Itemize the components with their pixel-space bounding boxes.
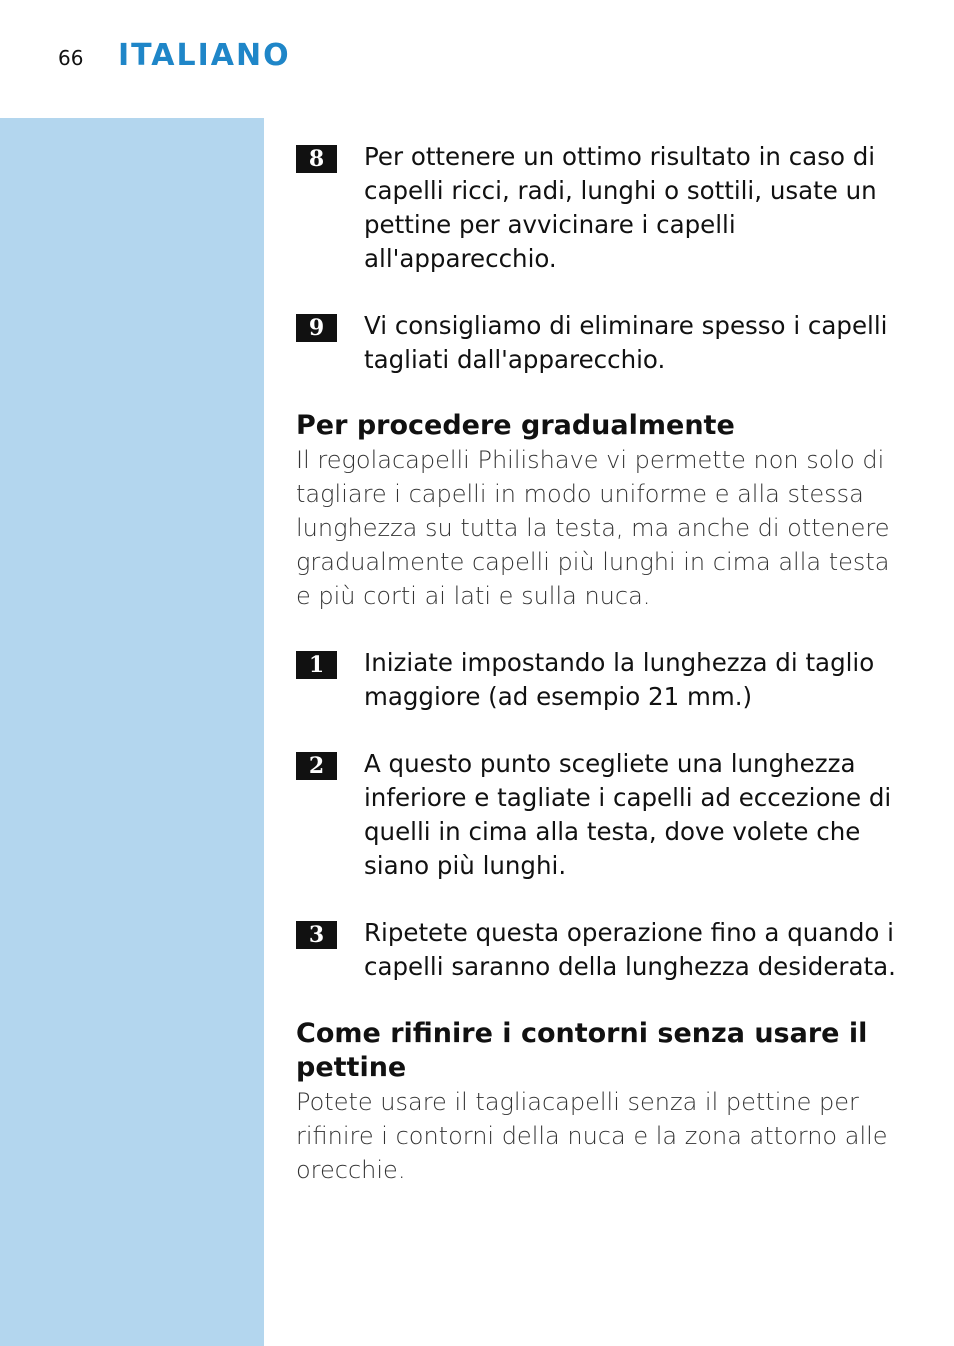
step-number-badge: 1 [296, 651, 337, 679]
step-number-badge: 2 [296, 752, 337, 780]
step-text: Iniziate impostando la lunghezza di taglio maggiore (ad esempio 21 mm.) [364, 648, 875, 711]
step-number-badge: 8 [296, 145, 337, 173]
section-heading-contours: Come rifinire i contorni senza usare il pettine [296, 1018, 868, 1083]
language-title: ITALIANO [118, 38, 291, 73]
section-text-gradual: Il regolacapelli Philishave vi permette non solo di tagliare i capelli in modo uniforme e alla stessa lunghezza su tutta la testa, ma anche di ottenere gradualmente capelli più lunghi in cima alla testa e più corti ai lati e sulla nuca. [296, 446, 890, 610]
section-text-contours: Potete usare il tagliacapelli senza il pettine per rifinire i contorni della nuca e la zona attorno alle orecchie. [296, 1088, 888, 1184]
step-text: Ripetete questa operazione fino a quando i capelli saranno della lunghezza desiderata. [364, 918, 896, 981]
step-text: Per ottenere un ottimo risultato in caso di capelli ricci, radi, lunghi o sottili, usate un pettine per avvicinare i capelli all'apparecchio. [364, 142, 877, 273]
step-2 [296, 747, 902, 883]
step-number-badge: 9 [296, 314, 337, 342]
page-number: 66 [58, 46, 84, 70]
step-text: A questo punto scegliete una lunghezza inferiore e tagliate i capelli ad eccezione di quelli in cima alla testa, dove volete che siano più lunghi. [364, 749, 892, 880]
step-9 [296, 309, 902, 377]
step-3 [296, 916, 902, 984]
step-1 [296, 646, 902, 714]
section-heading-gradual: Per procedere gradualmente [296, 410, 735, 441]
step-text: Vi consigliamo di eliminare spesso i capelli tagliati dall'apparecchio. [364, 311, 888, 374]
sidebar-band [0, 118, 264, 1346]
step-number-badge: 3 [296, 921, 337, 949]
main-content [296, 140, 902, 1187]
step-8 [296, 140, 902, 276]
